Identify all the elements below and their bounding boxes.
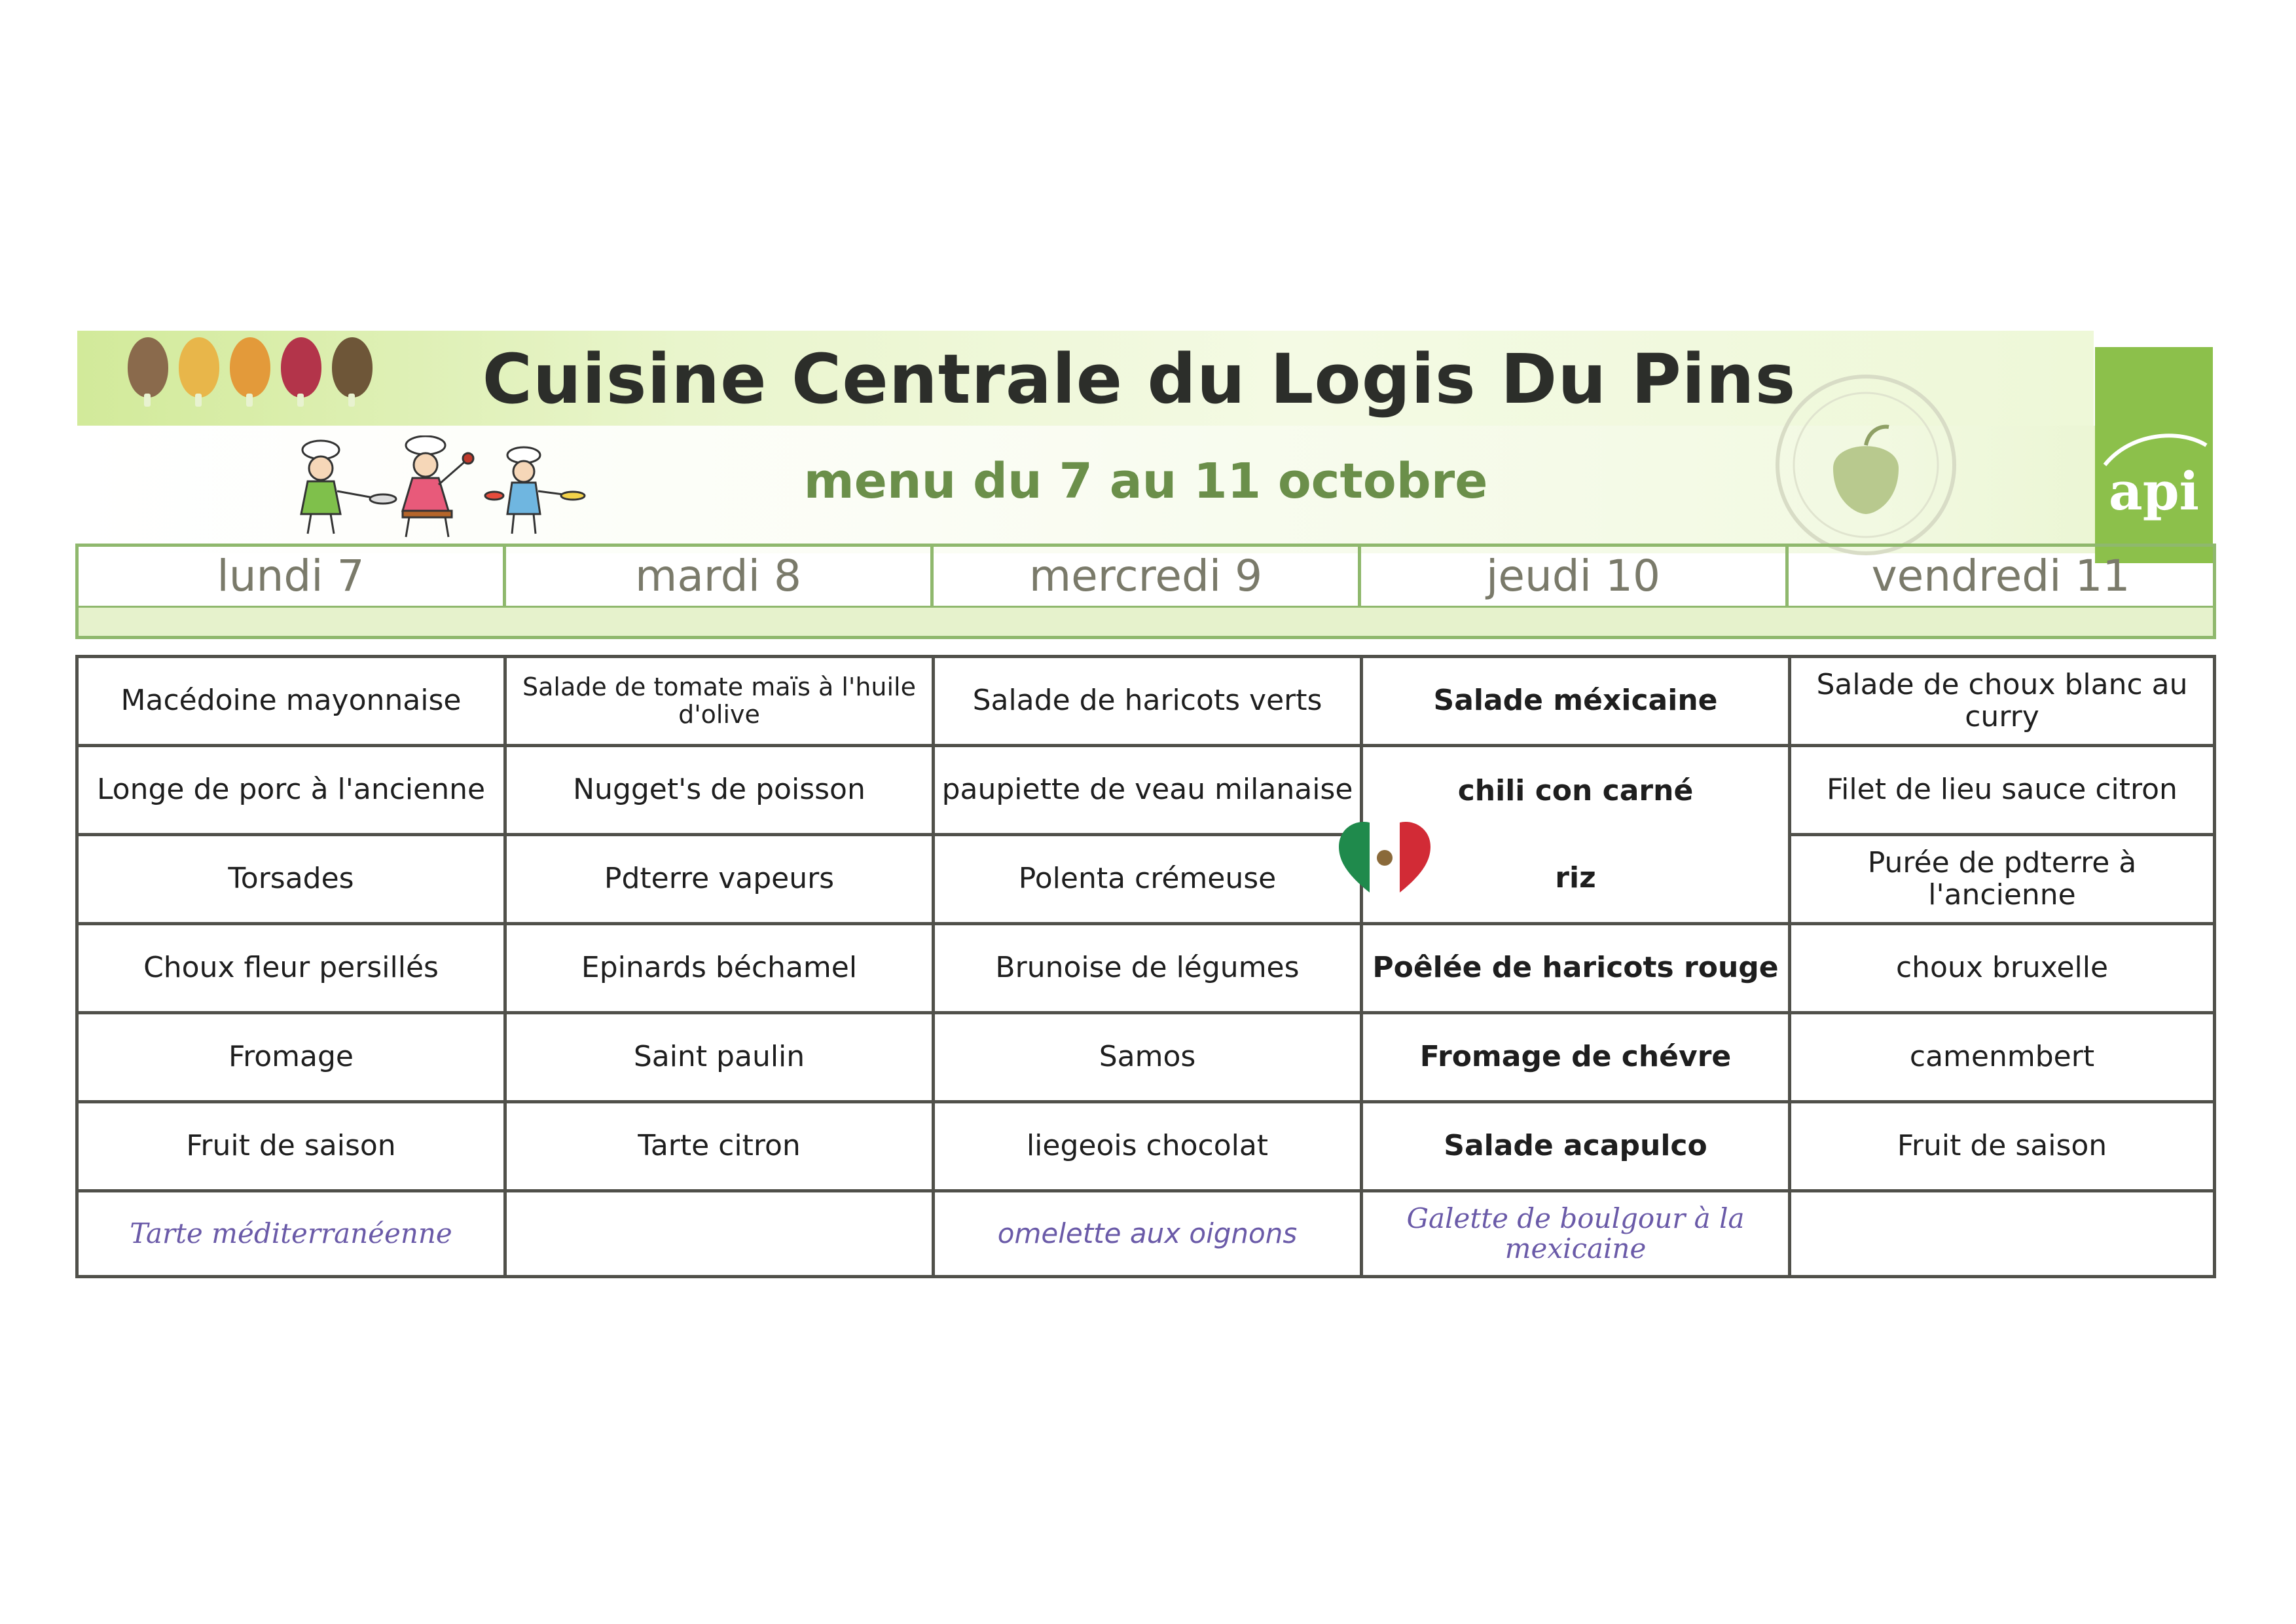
menu-item: Samos: [932, 1011, 1360, 1100]
day-header-row: [75, 544, 2216, 609]
menu-item: Salade acapulco: [1360, 1100, 1788, 1189]
day-header-wednesday: mercredi 9: [930, 544, 1358, 609]
menu-date-range: menu du 7 au 11 octobre: [803, 453, 1488, 509]
chefs-illustration-icon: [275, 435, 602, 540]
spice-dot-icon: [179, 337, 219, 397]
menu-item: riz: [1555, 861, 1596, 895]
menu-columns: [75, 655, 2216, 1293]
menu-item: Longe de porc à l'ancienne: [75, 744, 503, 833]
day-header-monday: lundi 7: [75, 544, 503, 609]
menu-item: Salade de choux blanc au curry: [1788, 655, 2216, 744]
menu-item: Choux fleur persillés: [75, 922, 503, 1011]
seal-icon: [1768, 367, 1964, 563]
day-header-friday: vendredi 11: [1785, 544, 2216, 609]
day-column-thursday: [1360, 655, 1788, 1293]
alternative-menu-item: [503, 1189, 932, 1278]
day-column-tuesday: [503, 655, 932, 1293]
menu-item: Fromage: [75, 1011, 503, 1100]
menu-item: Pdterre vapeurs: [503, 833, 932, 922]
menu-item: Brunoise de légumes: [932, 922, 1360, 1011]
menu-item: Macédoine mayonnaise: [75, 655, 503, 744]
separator-strip: [75, 608, 2216, 639]
day-column-wednesday: [932, 655, 1360, 1293]
menu-item: camenmbert: [1788, 1011, 2216, 1100]
menu-item: Nugget's de poisson: [503, 744, 932, 833]
mexican-flag-heart-icon: [1339, 822, 1430, 907]
menu-item: Salade méxicaine: [1360, 655, 1788, 744]
menu-item: Tarte citron: [503, 1100, 932, 1189]
alternative-menu-item: Galette de boulgour à la mexicaine: [1360, 1189, 1788, 1278]
day-header-thursday: jeudi 10: [1358, 544, 1785, 609]
alternative-menu-item: Tarte méditerranéenne: [75, 1189, 503, 1278]
spice-dot-icon: [332, 337, 373, 397]
day-column-friday: [1788, 655, 2216, 1293]
day-header-tuesday: mardi 8: [503, 544, 930, 609]
menu-item: paupiette de veau milanaise: [932, 744, 1360, 833]
alternative-menu-item: omelette aux oignons: [932, 1189, 1360, 1278]
menu-item: Salade de haricots verts: [932, 655, 1360, 744]
menu-item: Purée de pdterre à l'ancienne: [1788, 833, 2216, 922]
spice-dot-icon: [128, 337, 168, 397]
menu-item: Fruit de saison: [75, 1100, 503, 1189]
menu-item: chili con carné: [1457, 773, 1694, 807]
spice-dots: [128, 337, 390, 409]
spice-dot-icon: [281, 337, 321, 397]
day-column-monday: [75, 655, 503, 1293]
menu-item: Torsades: [75, 833, 503, 922]
alternative-menu-item: [1788, 1189, 2216, 1278]
api-logo-text: api: [2108, 460, 2200, 522]
menu-item: Filet de lieu sauce citron: [1788, 744, 2216, 833]
menu-item: Fromage de chévre: [1360, 1011, 1788, 1100]
menu-item: choux bruxelle: [1788, 922, 2216, 1011]
menu-item: Poêlée de haricots rouge: [1360, 922, 1788, 1011]
menu-item: liegeois chocolat: [932, 1100, 1360, 1189]
menu-item: Salade de tomate maïs à l'huile d'olive: [503, 655, 932, 744]
menu-item: Fruit de saison: [1788, 1100, 2216, 1189]
menu-item: Polenta crémeuse: [932, 833, 1360, 922]
menu-item: Saint paulin: [503, 1011, 932, 1100]
spice-dot-icon: [230, 337, 270, 397]
api-logo: [2095, 347, 2213, 563]
menu-table: [75, 544, 2216, 1293]
page-title: Cuisine Centrale du Logis Du Pins: [482, 339, 1796, 419]
menu-item: Epinards béchamel: [503, 922, 932, 1011]
